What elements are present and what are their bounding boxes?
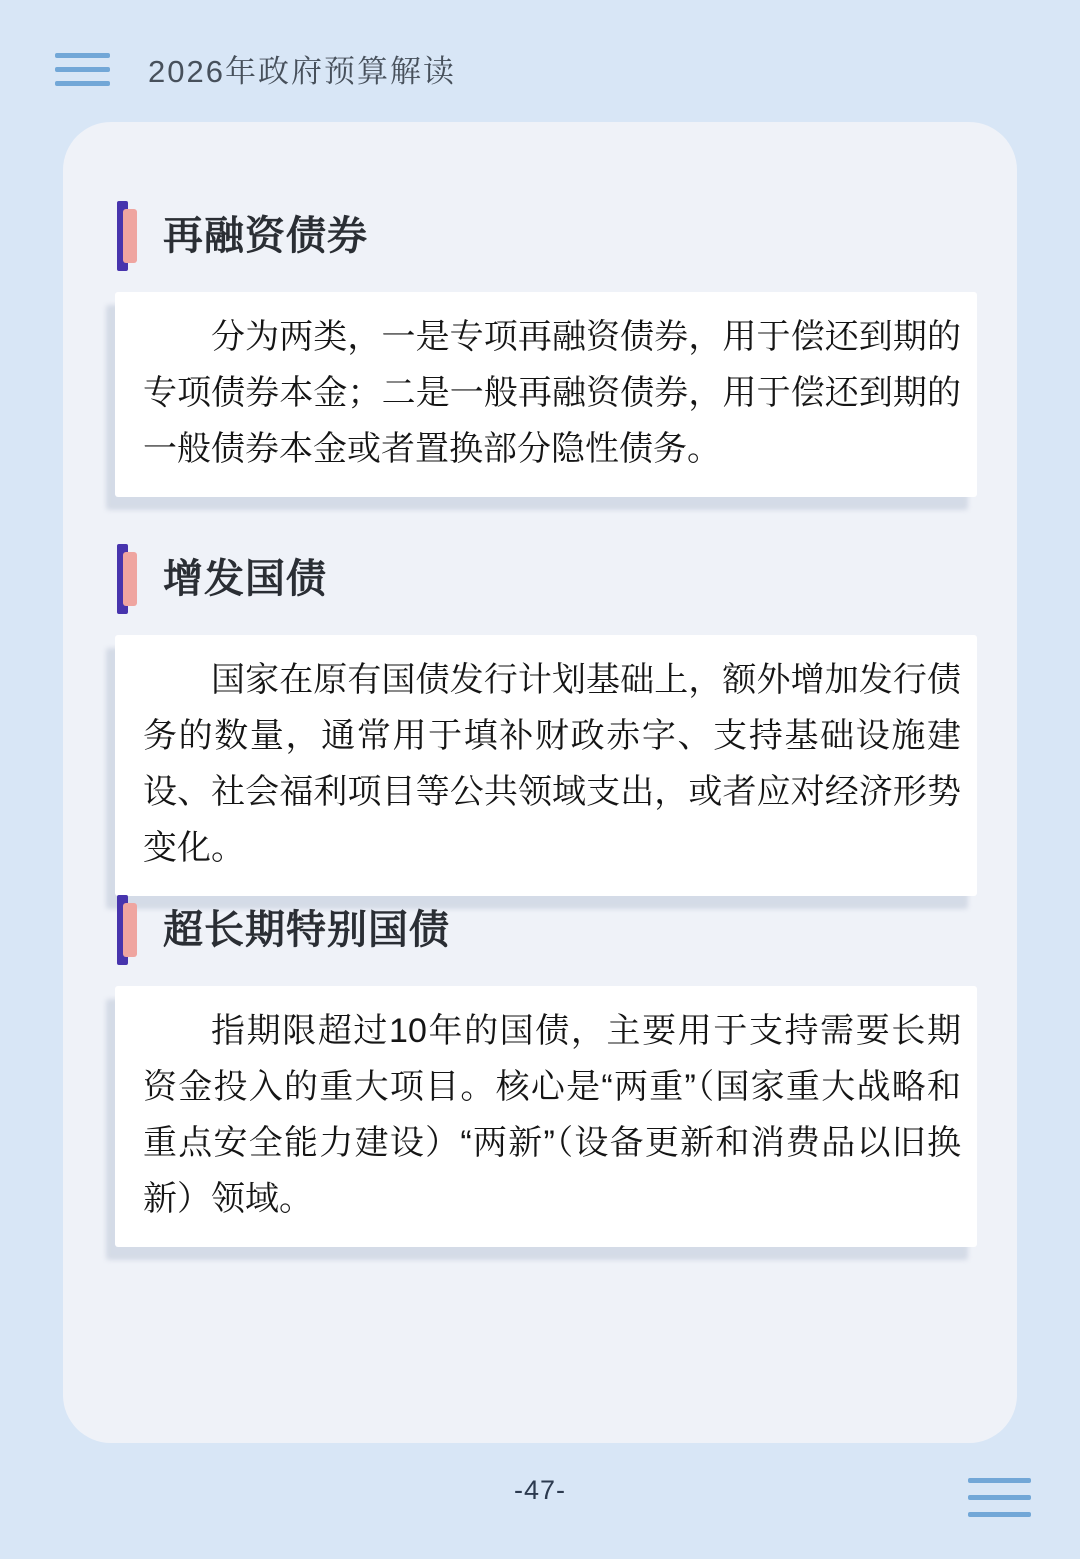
section-header [117, 894, 977, 966]
marker-pink-bar [123, 209, 137, 263]
section-marker-icon [117, 544, 139, 614]
section-title: 增发国债 [163, 557, 327, 601]
marker-pink-bar [123, 903, 137, 957]
section-refinancing-bonds [115, 200, 977, 497]
menu-line [55, 67, 110, 72]
section-body-box [115, 635, 977, 896]
section-ultra-long-special-bonds [115, 894, 977, 1247]
page-number: -47- [513, 1475, 566, 1505]
section-marker-icon [117, 895, 139, 965]
section-body-text: 分为两类，一是专项再融资债券，用于偿还到期的专项债券本金；二是一般再融资债券，用于偿还到期的一般债券本金或者置换部分隐性债务。 [143, 318, 961, 468]
page-header-title: 2026年政府预算解读 [148, 54, 456, 89]
menu-line [55, 81, 110, 86]
content-card [63, 122, 1017, 1443]
section-body-box [115, 292, 977, 497]
section-body-text: 国家在原有国债发行计划基础上，额外增加发行债务的数量，通常用于填补财政赤字、支持基础设施建设、社会福利项目等公共领域支出，或者应对经济形势变化。 [143, 661, 961, 867]
section-body-box [115, 986, 977, 1247]
section-header [117, 543, 977, 615]
section-header [117, 200, 977, 272]
menu-line [968, 1478, 1031, 1483]
menu-lines-icon [55, 53, 110, 86]
menu-line [968, 1512, 1031, 1517]
menu-line [968, 1495, 1031, 1500]
menu-lines-icon [968, 1478, 1031, 1517]
section-title: 超长期特别国债 [163, 908, 450, 952]
section-body-text: 指期限超过10年的国债，主要用于支持需要长期资金投入的重大项目。核心是“两重”（国家重大战略和重点安全能力建设）“两新”（设备更新和消费品以旧换新）领域。 [143, 1012, 961, 1218]
section-additional-treasury-bonds [115, 543, 977, 896]
marker-pink-bar [123, 552, 137, 606]
section-marker-icon [117, 201, 139, 271]
menu-line [55, 53, 110, 58]
section-title: 再融资债券 [163, 214, 368, 258]
